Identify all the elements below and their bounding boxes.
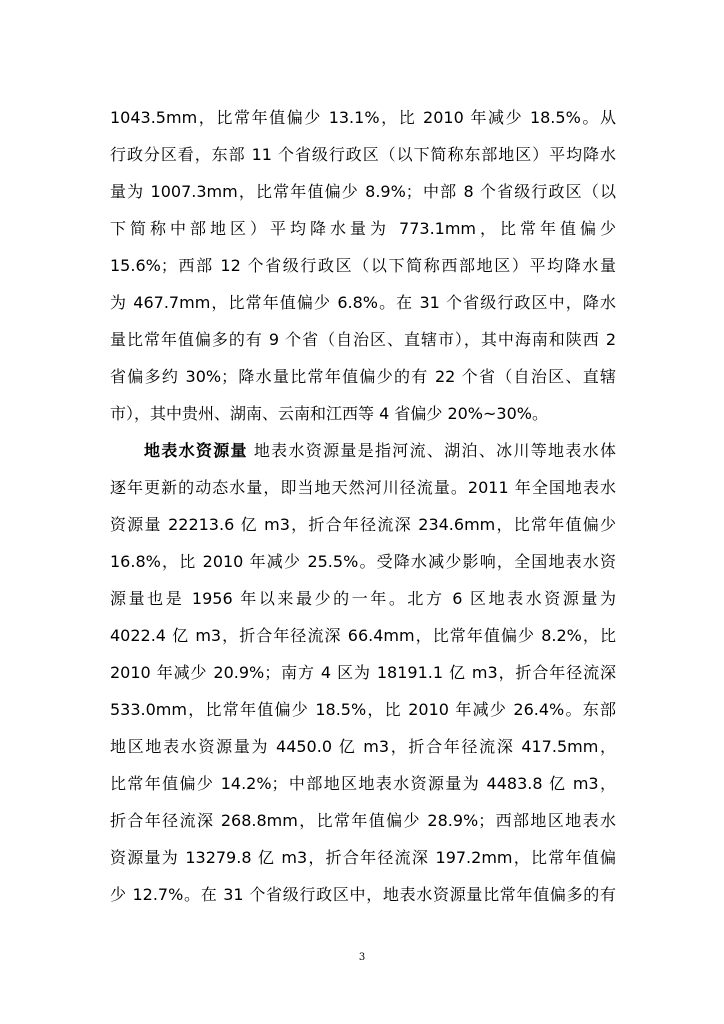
text-line: 4022.4 亿 m3，折合年径流深 66.4mm，比常年值偏少 8.2%，比 (110, 626, 616, 645)
section-heading: 地表水资源量 (144, 441, 248, 460)
text-line: 折合年径流深 268.8mm，比常年值偏少 28.9%；西部地区地表水 (110, 811, 616, 830)
text-segment: 地表水资源量是指河流、湖泊、冰川等地表水体 (253, 441, 616, 460)
text-line-with-heading (110, 432, 616, 469)
text-line: 逐年更新的动态水量，即当地天然河川径流量。2011 年全国地表水 (110, 478, 616, 497)
text-line: 市），其中贵州、湖南、云南和江西等 4 省偏少 20%~30%。 (110, 404, 548, 423)
text-line: 源量也是 1956 年以来最少的一年。北方 6 区地表水资源量为 (110, 589, 616, 608)
text-line: 地区地表水资源量为 4450.0 亿 m3，折合年径流深 417.5mm， (110, 737, 616, 756)
text-line: 2010 年减少 20.9%；南方 4 区为 18191.1 亿 m3，折合年径流深 (110, 663, 616, 682)
paragraph-precipitation (110, 99, 616, 432)
document-body (110, 99, 616, 913)
text-line: 16.8%，比 2010 年减少 25.5%。受降水减少影响，全国地表水资 (110, 552, 616, 571)
text-line: 为 467.7mm，比常年值偏少 6.8%。在 31 个省级行政区中，降水 (110, 293, 616, 312)
text-line: 比常年值偏少 14.2%；中部地区地表水资源量为 4483.8 亿 m3， (110, 774, 616, 793)
text-line: 533.0mm，比常年值偏少 18.5%，比 2010 年减少 26.4%。东部 (110, 700, 616, 719)
text-line: 量为 1007.3mm，比常年值偏少 8.9%；中部 8 个省级行政区（以 (110, 182, 616, 201)
text-line: 下简称中部地区）平均降水量为 773.1mm，比常年值偏少 (110, 219, 616, 238)
text-line: 省偏多约 30%；降水量比常年值偏少的有 22 个省（自治区、直辖 (110, 367, 616, 386)
text-line: 少 12.7%。在 31 个省级行政区中，地表水资源量比常年值偏多的有 (110, 885, 616, 904)
page-number: 3 (358, 952, 366, 963)
text-line: 资源量为 13279.8 亿 m3，折合年径流深 197.2mm，比常年值偏 (110, 848, 616, 867)
text-line: 行政分区看，东部 11 个省级行政区（以下简称东部地区）平均降水 (110, 145, 616, 164)
text-line: 1043.5mm，比常年值偏少 13.1%，比 2010 年减少 18.5%。从 (110, 108, 616, 127)
text-line: 资源量 22213.6 亿 m3，折合年径流深 234.6mm，比常年值偏少 (110, 515, 616, 534)
text-line: 量比常年值偏多的有 9 个省（自治区、直辖市），其中海南和陕西 2 (110, 330, 616, 349)
paragraph-surface-water (110, 432, 616, 913)
text-line: 15.6%；西部 12 个省级行政区（以下简称西部地区）平均降水量 (110, 256, 616, 275)
